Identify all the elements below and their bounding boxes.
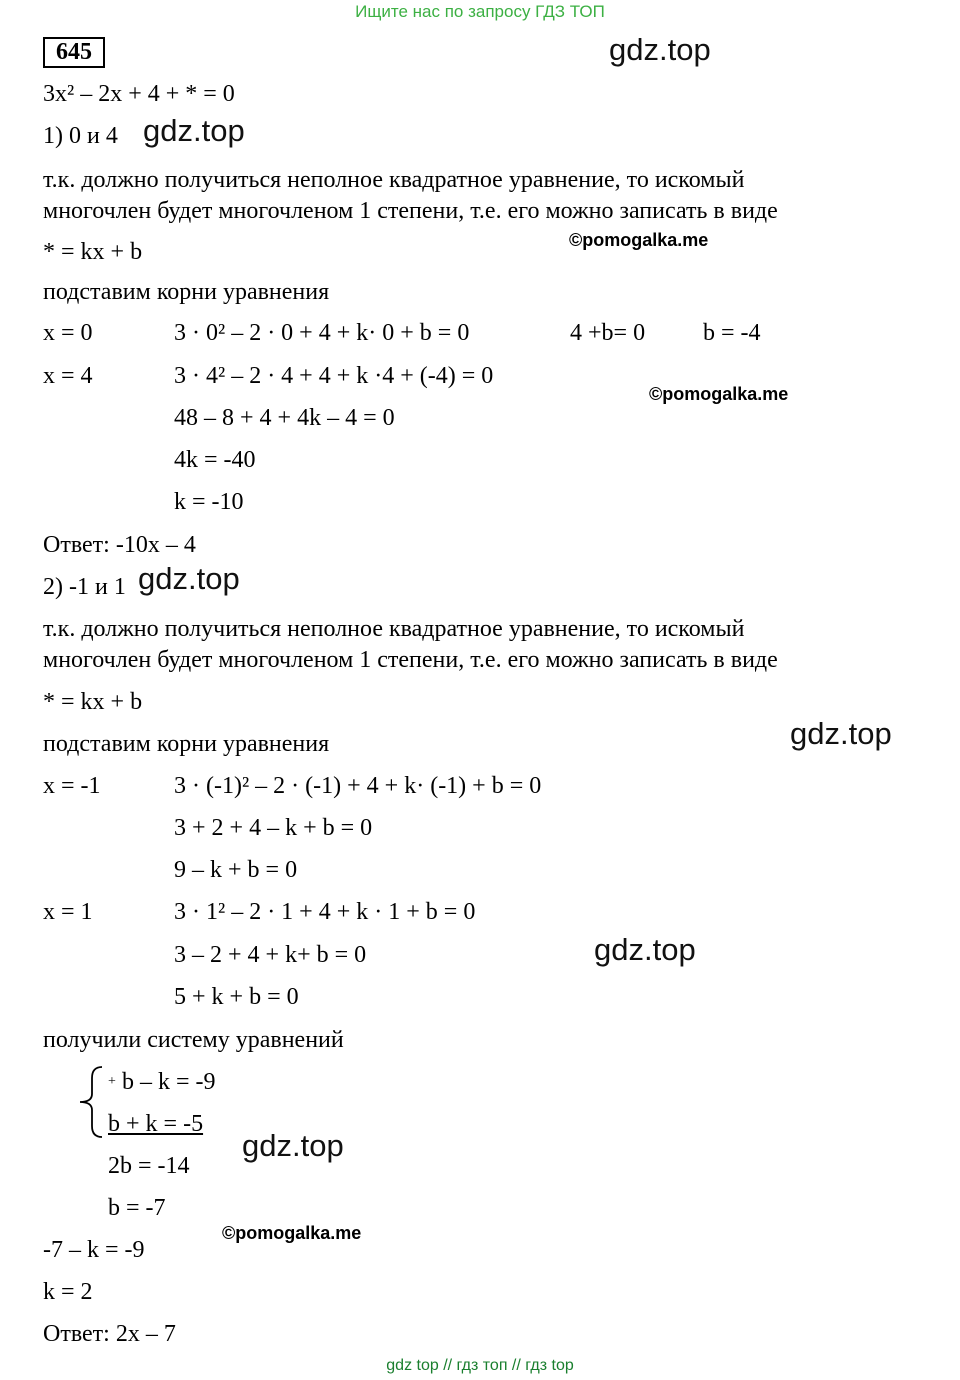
- b-value: b = -7: [108, 1195, 166, 1221]
- watermark-gdz: gdz.top: [594, 932, 696, 967]
- part1-x4-step1: 48 – 8 + 4 + 4k – 4 = 0: [174, 405, 395, 431]
- watermark-gdz: gdz.top: [143, 113, 245, 148]
- part2-xm1-equation: 3 · (-1)² – 2 · (-1) + 4 + k· (-1) + b = 0: [174, 773, 542, 799]
- part2-xm1-step1: 3 + 2 + 4 – k + b = 0: [174, 815, 373, 841]
- part2-answer: Ответ: 2x – 7: [43, 1321, 176, 1347]
- part2-substitute: подставим корни уравнения: [43, 731, 330, 757]
- part2-system-intro: получили систему уравнений: [43, 1027, 344, 1053]
- part1-x4-equation: 3 · 4² – 2 · 4 + 4 + k ·4 + (-4) = 0: [174, 363, 494, 389]
- part1-answer: Ответ: -10x – 4: [43, 532, 196, 558]
- part1-x0-result2: b = -4: [703, 320, 761, 346]
- part2-x1-step2: 5 + k + b = 0: [174, 984, 299, 1010]
- part1-x4-step2: 4k = -40: [174, 447, 256, 473]
- part1-x0-result1: 4 +b= 0: [570, 320, 646, 346]
- watermark-gdz: gdz.top: [242, 1128, 344, 1163]
- part2-xm1-step2: 9 – k + b = 0: [174, 857, 298, 883]
- part2-explanation-line2: многочлен будет многочленом 1 степени, т.е. его можно записать в виде: [43, 647, 778, 673]
- main-equation: 3x² – 2x + 4 + * = 0: [43, 81, 235, 107]
- part2-explanation-line1: т.к. должно получиться неполное квадратное уравнение, то искомый: [43, 616, 745, 642]
- system-brace-icon: [76, 1064, 106, 1140]
- top-banner: Ищите нас по запросу ГДЗ ТОП: [355, 2, 605, 21]
- part1-x0-equation: 3 · 0² – 2 · 0 + 4 + k· 0 + b = 0: [174, 320, 470, 346]
- watermark-gdz: gdz.top: [138, 561, 240, 596]
- part1-x4-label: x = 4: [43, 363, 93, 389]
- task-number: 645: [43, 37, 105, 68]
- watermark-pomogalka: ©pomogalka.me: [569, 230, 709, 250]
- part2-form: * = kx + b: [43, 689, 143, 715]
- part2-x1-step1: 3 – 2 + 4 + k+ b = 0: [174, 942, 367, 968]
- system-equation-2: b + k = -5: [108, 1111, 204, 1137]
- part1-x0-label: x = 0: [43, 320, 93, 346]
- k-value: k = 2: [43, 1279, 93, 1305]
- watermark-gdz: gdz.top: [609, 32, 711, 67]
- watermark-pomogalka: ©pomogalka.me: [222, 1223, 362, 1243]
- part2-x1-equation: 3 · 1² – 2 · 1 + 4 + k · 1 + b = 0: [174, 899, 476, 925]
- system-sum: 2b = -14: [108, 1153, 190, 1179]
- part1-form: * = kx + b: [43, 239, 143, 265]
- watermark-pomogalka: ©pomogalka.me: [649, 384, 789, 404]
- footer-links: gdz top // гдз топ // гдз top: [386, 1357, 574, 1374]
- part1-x4-step3: k = -10: [174, 489, 244, 515]
- part2-xm1-label: x = -1: [43, 773, 101, 799]
- part1-explanation-line2: многочлен будет многочленом 1 степени, т.е. его можно записать в виде: [43, 198, 778, 224]
- k-equation: -7 – k = -9: [43, 1237, 145, 1263]
- part2-heading: 2) -1 и 1: [43, 574, 126, 600]
- system-plus-sign: +: [108, 1074, 116, 1089]
- watermark-gdz: gdz.top: [790, 716, 892, 751]
- part1-substitute: подставим корни уравнения: [43, 279, 330, 305]
- part2-x1-label: x = 1: [43, 899, 93, 925]
- part1-explanation-line1: т.к. должно получиться неполное квадратное уравнение, то искомый: [43, 167, 745, 193]
- system-equation-1: b – k = -9: [122, 1069, 216, 1095]
- part1-heading: 1) 0 и 4: [43, 123, 118, 149]
